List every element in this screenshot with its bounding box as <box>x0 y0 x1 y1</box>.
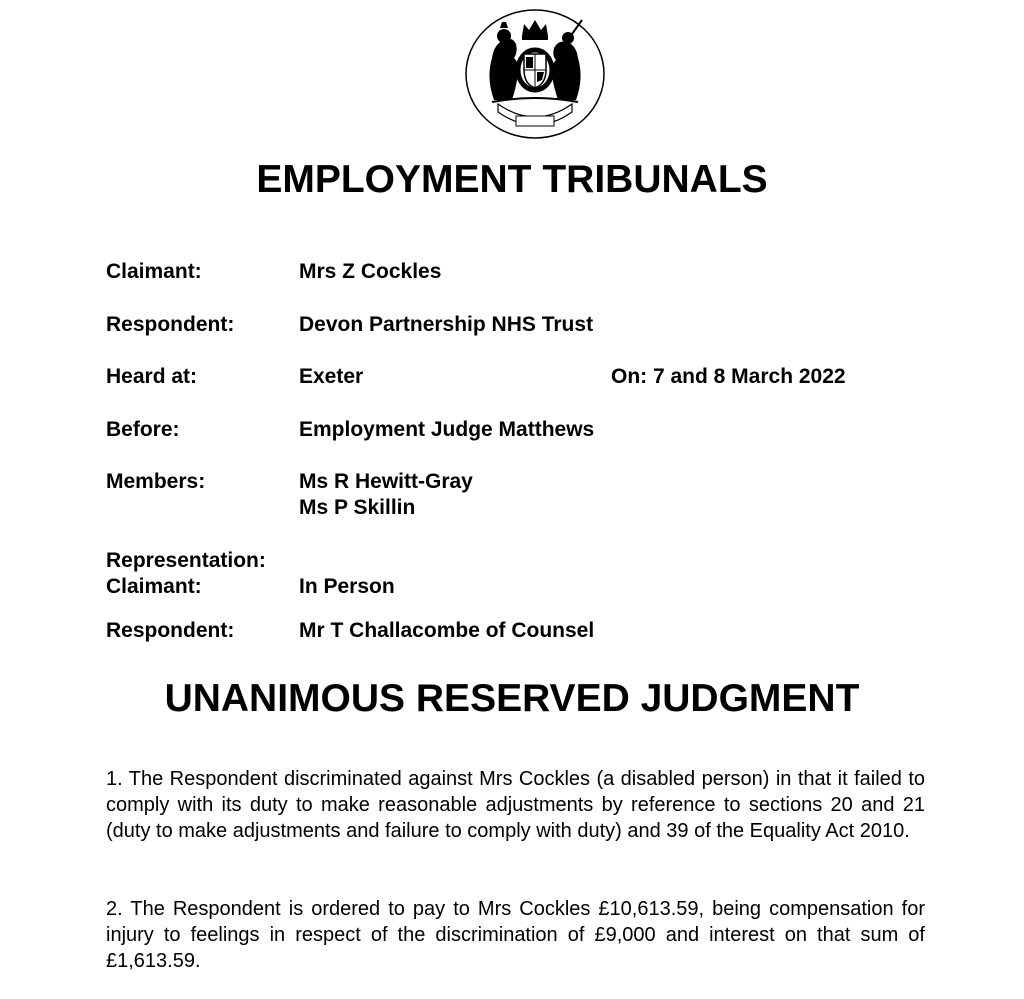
before-label: Before: <box>106 418 180 441</box>
member-2: Ms P Skillin <box>299 496 416 519</box>
heard-at-value: Exeter <box>299 365 364 388</box>
hearing-date: On: 7 and 8 March 2022 <box>611 365 846 388</box>
respondent-value: Devon Partnership NHS Trust <box>299 313 594 336</box>
judgment-title: UNANIMOUS RESERVED JUDGMENT <box>164 677 860 720</box>
royal-coat-of-arms-icon <box>464 8 606 140</box>
claimant-value: Mrs Z Cockles <box>299 260 442 283</box>
before-value: Employment Judge Matthews <box>299 418 595 441</box>
rep-respondent-value: Mr T Challacombe of Counsel <box>299 619 595 642</box>
member-1: Ms R Hewitt-Gray <box>299 470 473 493</box>
rep-claimant-value: In Person <box>299 575 395 598</box>
rep-respondent-label: Respondent: <box>106 619 235 642</box>
rep-claimant-label: Claimant: <box>106 575 202 598</box>
members-label: Members: <box>106 470 206 493</box>
judgment-paragraph-2: 2. The Respondent is ordered to pay to Mrs Cockles £10,613.59, being compensation for injury to feelings in respect of the discrimination of £9,000 and interest on that sum of £1,613.59. <box>106 898 925 972</box>
respondent-label: Respondent: <box>106 313 235 336</box>
page-title: EMPLOYMENT TRIBUNALS <box>256 158 768 201</box>
representation-label: Representation: <box>106 549 266 572</box>
heard-at-label: Heard at: <box>106 365 198 388</box>
claimant-label: Claimant: <box>106 260 202 283</box>
judgment-paragraph-1: 1. The Respondent discriminated against Mrs Cockles (a disabled person) in that it failed to comply with its duty to make reasonable adjustments by reference to sections 20 and 21 (duty to make adjustments and failure to comply with duty) and 39 of the Equality Act 2010. <box>106 768 925 842</box>
